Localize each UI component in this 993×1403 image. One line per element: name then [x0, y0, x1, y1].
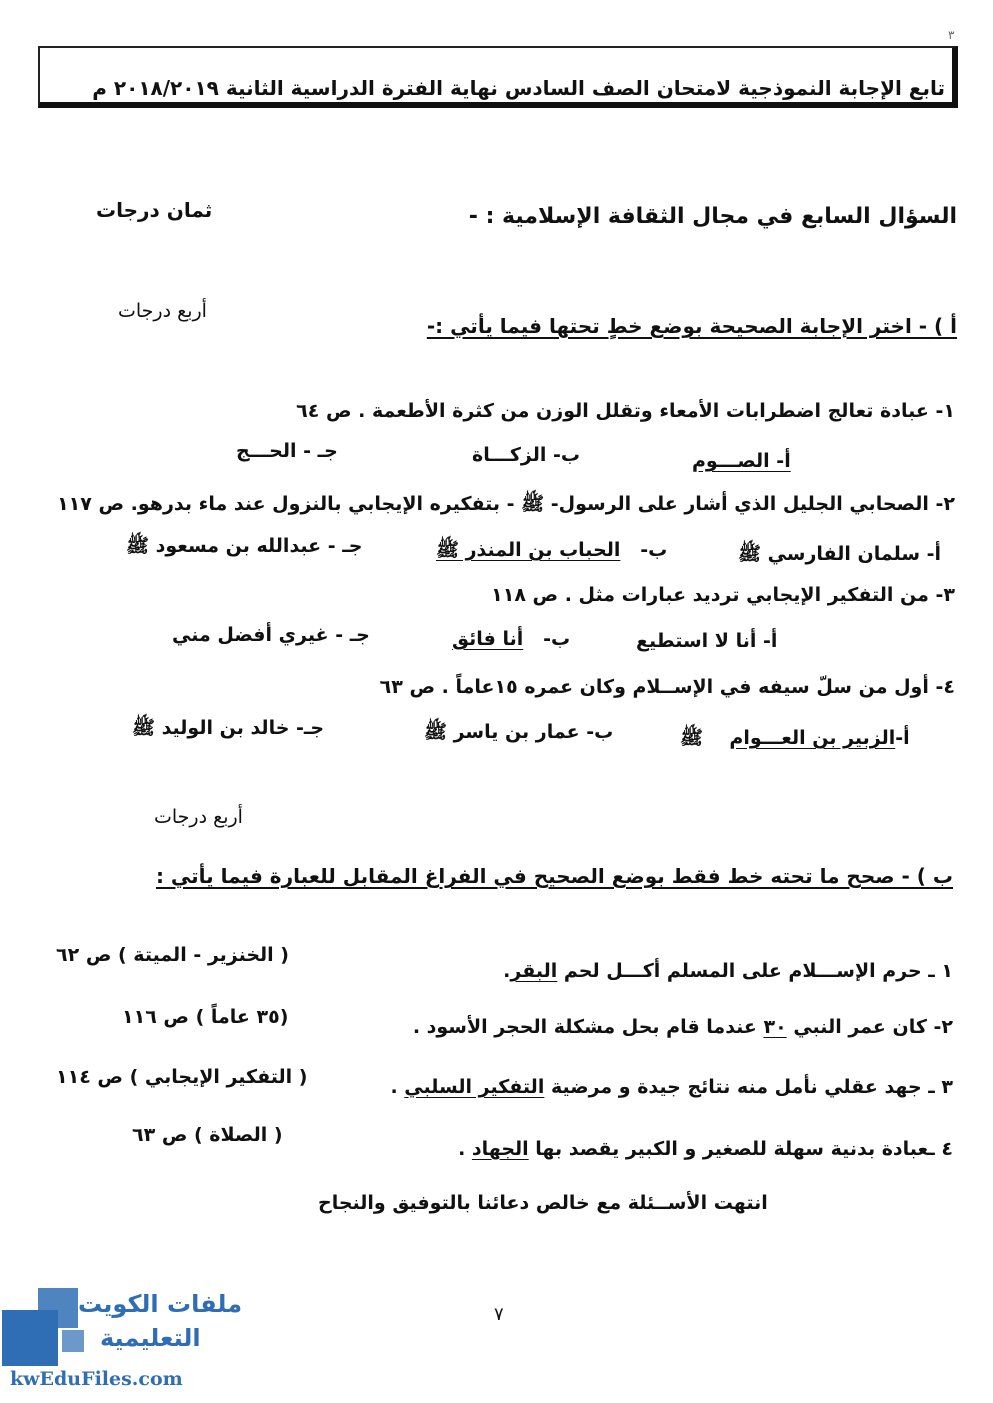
- q4-option-a-text: الزبير بن العـــوام: [729, 727, 896, 749]
- closing-text: انتهت الأســئلة مع خالص دعائنا بالتوفيق والنجاح: [318, 1192, 768, 1214]
- q2-stem: ٢- الصحابي الجليل الذي أشار على الرسول- ﷺ - بتفكيره الإيجابي بالنزول عند ماء بدرهو. ص ١١٧: [57, 493, 955, 515]
- b3-answer: ( التفكير الإيجابي ) ص ١١٤: [56, 1066, 308, 1088]
- q4-option-b: ب- عمار بن ياسر ﷺ: [424, 721, 614, 743]
- part-a-heading: [427, 314, 957, 338]
- part-a-heading-text: - اختر الإجابة الصحيحة بوضع خطٍ تحتها فيما يأتي :-: [426, 314, 935, 338]
- b2-statement: [413, 1016, 953, 1038]
- part-a-marks: أربع درجات: [118, 300, 207, 322]
- b3-post: .: [390, 1076, 405, 1098]
- q2-option-c: جـ - عبدالله بن مسعود ﷺ: [126, 535, 363, 557]
- b4-statement: [458, 1138, 953, 1160]
- q3-option-b-label: ب-: [543, 628, 571, 650]
- b2-pre: ٢- كان عمر النبي: [786, 1016, 953, 1038]
- q4-option-a: [680, 726, 910, 754]
- b3-statement: [390, 1076, 953, 1098]
- logo-line1: ملفات الكويت: [78, 1290, 243, 1318]
- logo-url: kwEduFiles.com: [10, 1368, 183, 1390]
- q1-option-a: [692, 450, 791, 472]
- b2-post: عندما قام بحل مشكلة الحجر الأسود .: [412, 1016, 764, 1038]
- part-a-heading-prefix: أ ): [934, 314, 957, 338]
- b1-post: .: [503, 960, 511, 982]
- q3-option-b-text: أنا فائق: [452, 628, 524, 650]
- q1-option-a-text: أ- الصـــوم: [692, 450, 791, 472]
- b2-answer: (٣٥ عاماً ) ص ١١٦: [122, 1006, 289, 1028]
- q1-option-c: جـ - الحـــج: [236, 440, 338, 462]
- part-b-marks: أربع درجات: [154, 806, 243, 828]
- logo-line2: التعليمية: [100, 1324, 201, 1352]
- q4-option-a-label: أ-: [895, 727, 910, 749]
- q1-option-b: ب- الزكـــاة: [472, 444, 580, 466]
- header-title: تابع الإجابة النموذجية لامتحان الصف السادس نهاية الفترة الدراسية الثانية ٢٠١٨/٢٠١٩ م: [92, 76, 945, 100]
- part-b-heading: [156, 864, 953, 888]
- q3-stem: ٣- من التفكير الإيجابي ترديد عبارات مثل . ص ١١٨: [491, 584, 955, 606]
- b1-answer: ( الخنزير - الميتة ) ص ٦٢: [56, 944, 289, 966]
- section-title: السؤال السابع في مجال الثقافة الإسلامية : -: [468, 204, 957, 229]
- b4-post: .: [458, 1138, 472, 1160]
- q4-option-a-mark: ﷺ: [680, 727, 703, 749]
- q3-option-c: جـ - غيري أفضل مني: [172, 624, 370, 646]
- b3-pre: ٣ ـ جهد عقلي نأمل منه نتائج جيدة و مرضية: [544, 1076, 953, 1098]
- q2-option-b-text: الحباب بن المنذر ﷺ: [436, 539, 621, 561]
- section-marks: ثمان درجات: [96, 198, 213, 222]
- b3-underlined: التفكير السلبي: [404, 1076, 545, 1098]
- part-b-heading-text: ب ) - صحح ما تحته خط فقط بوضع الصحيح في الفراغ المقابل للعبارة فيما يأتي :: [155, 864, 953, 888]
- q2-option-b-label: ب-: [640, 539, 668, 561]
- b2-underlined: ٣٠: [763, 1016, 787, 1038]
- q2-option-b: [436, 538, 667, 566]
- q4-stem: ٤- أول من سلّ سيفه في الإســلام وكان عمره ١٥عاماً . ص ٦٣: [379, 676, 955, 698]
- q4-option-c: جـ- خالد بن الوليد ﷺ: [132, 717, 325, 739]
- b1-underlined: البقر: [510, 960, 558, 982]
- b4-answer: ( الصلاة ) ص ٦٣: [132, 1124, 283, 1146]
- page-number: ٧: [494, 1304, 504, 1325]
- q3-option-b: [452, 628, 570, 650]
- b1-statement: [503, 960, 953, 982]
- b4-pre: ٤ ـعبادة بدنية سهلة للصغير و الكبير يقصد بها: [528, 1138, 953, 1160]
- corner-mark: ٣: [948, 28, 955, 42]
- site-logo: [0, 1280, 245, 1403]
- q3-option-a: أ- أنا لا استطيع: [636, 630, 778, 652]
- q1-stem: ١- عبادة تعالج اضطرابات الأمعاء وتقلل الوزن من كثرة الأطعمة . ص ٦٤: [296, 400, 955, 422]
- b4-underlined: الجهاد: [471, 1138, 529, 1160]
- b1-pre: ١ ـ حرم الإســـلام على المسلم أكـــل لحم: [557, 960, 953, 982]
- q2-option-a: أ- سلمان الفارسي ﷺ: [738, 543, 942, 565]
